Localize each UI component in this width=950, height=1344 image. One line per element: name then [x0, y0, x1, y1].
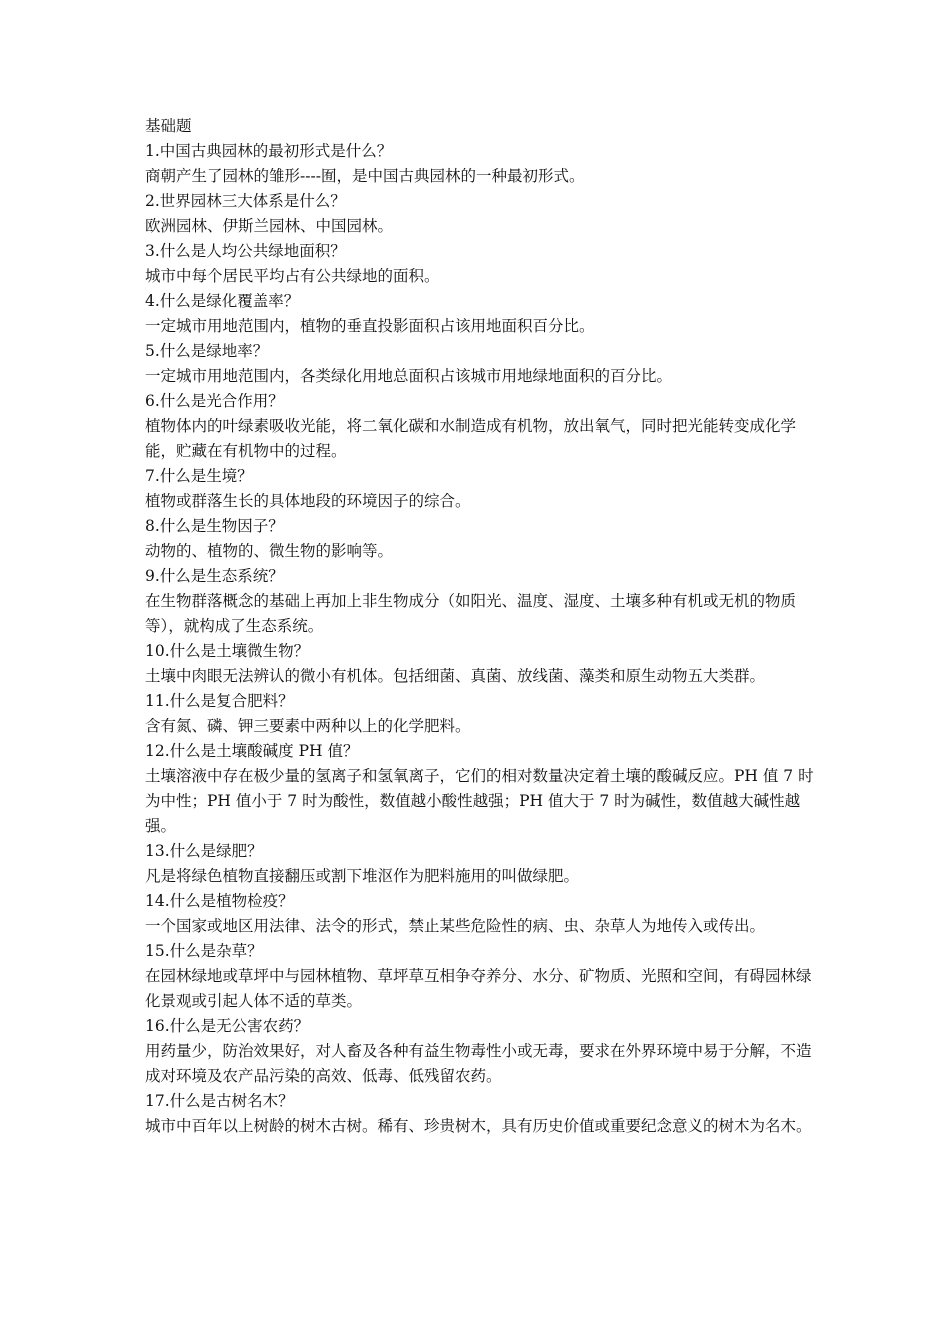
qa-item [145, 339, 815, 389]
qa-item [145, 189, 815, 239]
question: 17.什么是古树名木？ [145, 1092, 294, 1110]
question: 11.什么是复合肥料？ [145, 692, 294, 710]
question: 9.什么是生态系统？ [145, 567, 284, 585]
question: 4.什么是绿化覆盖率？ [145, 292, 300, 310]
answer: 土壤中肉眼无法辨认的微小有机体。包括细菌、真菌、放线菌、藻类和原生动物五大类群。 [145, 667, 766, 685]
question: 2.世界园林三大体系是什么？ [145, 192, 346, 210]
question: 16.什么是无公害农药？ [145, 1017, 310, 1035]
question: 10.什么是土壤微生物？ [145, 642, 310, 660]
answer: 一定城市用地范围内，植物的垂直投影面积占该用地面积百分比。 [145, 317, 595, 335]
question: 3.什么是人均公共绿地面积？ [145, 242, 346, 260]
qa-item [145, 139, 815, 189]
question: 15.什么是杂草？ [145, 942, 263, 960]
answer: 一定城市用地范围内，各类绿化用地总面积占该城市用地绿地面积的百分比。 [145, 367, 673, 385]
qa-item [145, 1089, 815, 1139]
qa-item [145, 514, 815, 564]
question: 13.什么是绿肥？ [145, 842, 263, 860]
qa-item [145, 289, 815, 339]
question: 5.什么是绿地率？ [145, 342, 269, 360]
answer: 土壤溶液中存在极少量的氢离子和氢氧离子，它们的相对数量决定着土壤的酸碱反应。PH 值 7 时为中性；PH 值小于 7 时为酸性，数值越小酸性越强；PH 值大于 7 时为碱性，数值越大碱性越强。 [145, 767, 814, 835]
question: 14.什么是植物检疫？ [145, 892, 294, 910]
section-heading: 基础题 [145, 117, 192, 135]
question: 6.什么是光合作用？ [145, 392, 284, 410]
answer: 动物的、植物的、微生物的影响等。 [145, 542, 394, 560]
answer: 植物体内的叶绿素吸收光能，将二氧化碳和水制造成有机物，放出氧气，同时把光能转变成化学能，贮藏在有机物中的过程。 [145, 417, 797, 460]
qa-item [145, 739, 815, 839]
answer: 在园林绿地或草坪中与园林植物、草坪草互相争夺养分、水分、矿物质、光照和空间，有碍园林绿化景观或引起人体不适的草类。 [145, 967, 812, 1010]
qa-item [145, 564, 815, 639]
qa-item [145, 1014, 815, 1089]
question: 7.什么是生境？ [145, 467, 253, 485]
answer: 凡是将绿色植物直接翻压或割下堆沤作为肥料施用的叫做绿肥。 [145, 867, 580, 885]
document-body [145, 114, 815, 1139]
qa-item [145, 839, 815, 889]
answer: 一个国家或地区用法律、法令的形式，禁止某些危险性的病、虫、杂草人为地传入或传出。 [145, 917, 766, 935]
question: 12.什么是土壤酸碱度 PH 值？ [145, 742, 359, 760]
qa-item [145, 239, 815, 289]
answer: 城市中每个居民平均占有公共绿地的面积。 [145, 267, 440, 285]
answer: 欧洲园林、伊斯兰园林、中国园林。 [145, 217, 394, 235]
question: 8.什么是生物因子？ [145, 517, 284, 535]
answer: 含有氮、磷、钾三要素中两种以上的化学肥料。 [145, 717, 471, 735]
answer: 用药量少，防治效果好，对人畜及各种有益生物毒性小或无毒，要求在外界环境中易于分解，不造成对环境及农产品污染的高效、低毒、低残留农药。 [145, 1042, 812, 1085]
qa-item [145, 639, 815, 689]
qa-item [145, 689, 815, 739]
answer: 植物或群落生长的具体地段的环境因子的综合。 [145, 492, 471, 510]
answer: 在生物群落概念的基础上再加上非生物成分（如阳光、温度、湿度、土壤多种有机或无机的物质等），就构成了生态系统。 [145, 592, 797, 635]
qa-item [145, 389, 815, 464]
qa-item [145, 889, 815, 939]
question: 1.中国古典园林的最初形式是什么？ [145, 142, 393, 160]
answer: 城市中百年以上树龄的树木古树。稀有、珍贵树木，具有历史价值或重要纪念意义的树木为名木。 [145, 1117, 812, 1135]
qa-item [145, 939, 815, 1014]
qa-item [145, 464, 815, 514]
answer: 商朝产生了园林的雏形----囿，是中国古典园林的一种最初形式。 [145, 167, 585, 185]
